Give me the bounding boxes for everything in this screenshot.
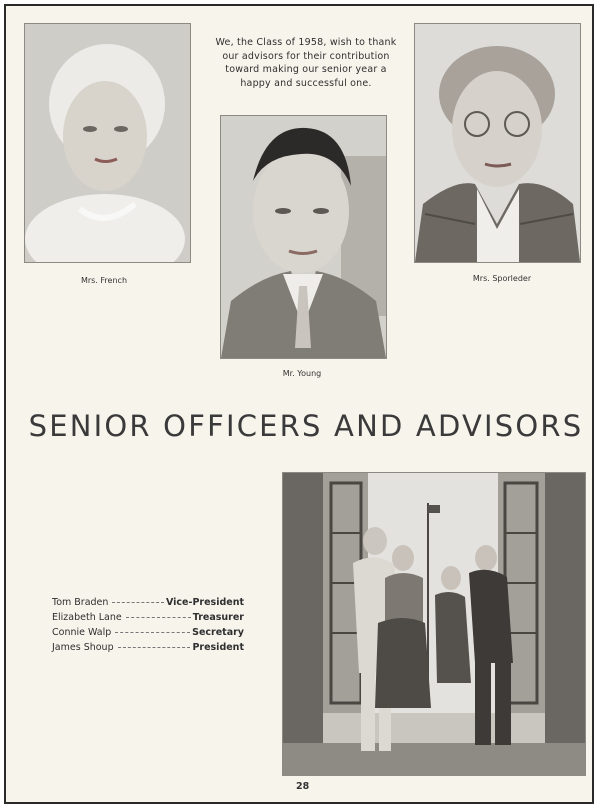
officer-role: Vice-President [165, 597, 244, 608]
portrait-photo-mr-young [220, 115, 387, 359]
group-photo-senior-officers [282, 472, 586, 776]
officer-name: James Shoup [52, 642, 114, 653]
caption-mrs-french: Mrs. French [80, 276, 128, 285]
officer-row [52, 627, 244, 642]
portrait-photo-mrs-sporleder [414, 23, 581, 263]
leader-dots [115, 632, 190, 633]
officer-name: Connie Walp [52, 627, 112, 638]
page-number: 28 [296, 781, 310, 792]
officer-role: Treasurer [192, 612, 244, 623]
officer-row [52, 642, 244, 657]
leader-dots [126, 617, 191, 618]
officer-role: Secretary [192, 627, 244, 638]
leader-dots [118, 647, 191, 648]
officer-name: Tom Braden [52, 597, 109, 608]
officer-row [52, 597, 244, 612]
portrait-photo-mrs-french [24, 23, 191, 263]
officer-name: Elizabeth Lane [52, 612, 122, 623]
section-title: SENIOR OFFICERS AND ADVISORS [28, 409, 584, 443]
leader-dots [112, 602, 164, 603]
officers-list [52, 597, 244, 657]
caption-mrs-sporleder: Mrs. Sporleder [472, 274, 532, 283]
thanks-note: We, the Class of 1958, wish to thank our advisors for their contribution toward making our senior year a happy and successful one. [215, 37, 397, 89]
yearbook-page [4, 4, 594, 804]
caption-mr-young: Mr. Young [282, 369, 322, 378]
officer-row [52, 612, 244, 627]
officer-role: President [192, 642, 244, 653]
